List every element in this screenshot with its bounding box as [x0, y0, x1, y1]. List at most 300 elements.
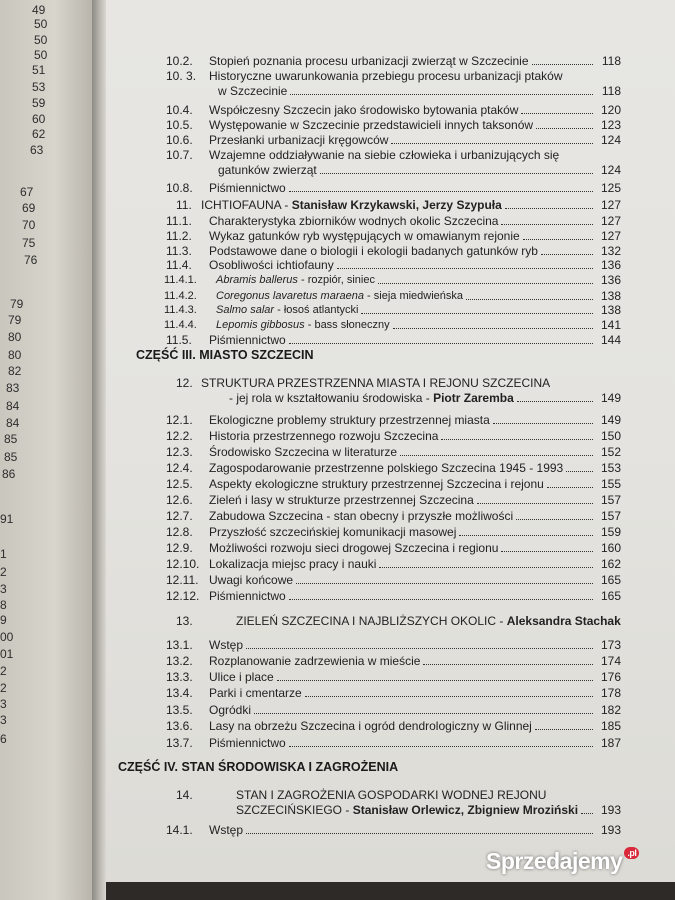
toc-title-text: Piśmiennictwo [209, 333, 286, 347]
toc-leader-dots [532, 54, 593, 65]
toc-entry [106, 273, 675, 288]
toc-title-text: Historyczne uwarunkowania przebiegu procesu urbanizacji ptaków [209, 69, 563, 83]
toc-page-number: 162 [600, 557, 621, 571]
toc-entry-title [209, 509, 513, 523]
facing-page-number: 2 [0, 565, 7, 579]
toc-latin-name: Salmo salar [216, 304, 275, 316]
toc-leader-dots [296, 573, 593, 584]
toc-title-text: Lokalizacja miejsc pracy i nauki [209, 557, 377, 571]
toc-title-text: Ekologiczne problemy struktury przestrzennej miasta [209, 413, 490, 427]
toc-entry-number: 12.7. [166, 509, 193, 523]
watermark-logo [486, 848, 639, 875]
toc-entry-number: 12. [176, 376, 193, 390]
toc-entry-title [209, 333, 286, 347]
toc-entry-title [216, 273, 375, 287]
toc-title-text: Wstęp [209, 638, 244, 652]
toc-page-number: 157 [600, 493, 621, 507]
toc-title-text: Przyszłość szczecińskiej komunikacji masowej [209, 525, 457, 539]
toc-title-text: Historia przestrzennego rozwoju Szczecina [209, 429, 439, 443]
facing-page-number: 69 [22, 201, 36, 215]
toc-entry-title [236, 614, 621, 628]
toc-leader-dots [289, 736, 593, 747]
toc-entry-number: 10.7. [166, 148, 193, 162]
toc-page-number: 157 [600, 509, 621, 523]
toc-leader-dots [361, 303, 593, 314]
toc-page-number: 124 [600, 163, 621, 177]
toc-page-number: 125 [600, 181, 621, 195]
toc-entry-number: 13.6. [166, 719, 193, 733]
facing-page-number: 60 [32, 112, 46, 126]
facing-page-number: 2 [0, 681, 7, 695]
toc-part-heading: CZĘŚĆ IV. STAN ŚRODOWISKA I ZAGROŻENIA [118, 760, 399, 774]
toc-title-text: Wstęp [209, 823, 244, 837]
toc-entry-title [209, 118, 533, 132]
toc-entry-title [209, 525, 456, 539]
toc-entry-number: 12.6. [166, 493, 193, 507]
toc-title-text: ZIELEŃ SZCZECINA I NAJBLIŻSZYCH OKOLIC - [236, 614, 507, 628]
toc-entry-number: 11.1. [166, 214, 192, 228]
toc-entry [106, 509, 675, 524]
toc-entry-number: 11.4.2. [164, 290, 197, 302]
toc-entry-number: 11.4. [166, 258, 192, 272]
toc-entry [106, 719, 675, 734]
toc-title-text: Wzajemne oddziaływanie na siebie człowieka i urbanizujących się [209, 148, 560, 162]
toc-entry [106, 214, 675, 229]
toc-page-number: 136 [600, 258, 621, 272]
toc-leader-dots [517, 391, 593, 402]
toc-leader-dots [393, 318, 593, 329]
toc-entry [106, 654, 675, 669]
toc-entry-title-continued [229, 391, 514, 405]
toc-page-number: 120 [600, 103, 621, 117]
toc-leader-dots [501, 214, 593, 225]
toc-entry-title [209, 557, 376, 571]
toc-title-text: Zieleń i lasy w strukturze przestrzennej Szczecina [209, 493, 474, 507]
toc-page-number: 176 [600, 670, 621, 684]
facing-page-number: 86 [2, 467, 16, 481]
toc-entry-title [236, 788, 546, 802]
toc-entry [106, 118, 675, 133]
toc-leader-dots [289, 589, 593, 600]
toc-title-text: Współczesny Szczecin jako środowisko bytowania ptaków [209, 103, 519, 117]
toc-entry-number: 10.5. [166, 118, 193, 132]
toc-entry-number: 12.3. [166, 445, 193, 459]
toc-page-number: 118 [601, 84, 621, 98]
toc-page-number: 185 [600, 719, 621, 733]
toc-entry-title-continued [218, 163, 317, 177]
toc-author: Stanisław Orlewicz, Zbigniew Mroziński [352, 803, 579, 817]
toc-leader-dots [246, 638, 593, 649]
toc-leader-dots [391, 133, 593, 144]
toc-entry [106, 461, 675, 476]
toc-title-text: Zagospodarowanie przestrzenne polskiego Szczecina 1945 - 1993 [209, 461, 564, 475]
toc-page-number: 118 [601, 54, 621, 68]
toc-author: Stanisław Krzykawski, Jerzy Szypuła [291, 198, 502, 212]
toc-page-number: 155 [600, 477, 621, 491]
toc-entry-title [209, 181, 286, 195]
toc-entry [106, 289, 675, 304]
toc-page-number: 174 [600, 654, 621, 668]
toc-title-text: SZCZECIŃSKIEGO - [236, 803, 353, 817]
toc-title-text: Występowanie w Szczecinie przedstawicieli innych taksonów [209, 118, 534, 132]
toc-leader-dots [516, 509, 593, 520]
toc-page-number: 127 [600, 198, 621, 212]
facing-page-number: 83 [6, 381, 20, 395]
toc-entry-title [209, 823, 243, 837]
facing-page-number: 67 [20, 185, 34, 199]
toc-leader-dots [441, 429, 593, 440]
book-gutter [92, 0, 106, 900]
toc-entry [106, 557, 675, 572]
toc-entry-title [209, 133, 388, 147]
toc-entry-number: 13. [176, 614, 193, 628]
toc-title-text: - jej rola w kształtowaniu środowiska - [229, 391, 434, 405]
facing-page-number: 63 [30, 143, 44, 157]
facing-page-number: 70 [22, 218, 36, 232]
toc-entry-number: 11.5. [166, 333, 192, 347]
toc-entry-title [216, 318, 390, 332]
facing-page-number: 80 [8, 348, 22, 362]
facing-page-number: 80 [8, 330, 22, 344]
toc-title-text: STRUKTURA PRZESTRZENNA MIASTA I REJONU SZCZECINA [201, 376, 551, 390]
toc-entry-title [209, 429, 438, 443]
toc-page-number: 149 [600, 413, 621, 427]
toc-entry [106, 703, 675, 718]
toc-leader-dots [477, 493, 593, 504]
toc-title-text: - bass słoneczny [304, 319, 390, 331]
toc-entry-number: 12.12. [166, 589, 200, 603]
toc-entry-title [209, 148, 559, 162]
facing-page-number: 01 [0, 647, 14, 661]
toc-title-text: Uwagi końcowe [209, 573, 294, 587]
facing-page-number: 79 [8, 313, 22, 327]
facing-page [0, 0, 92, 900]
toc-page-number: 138 [600, 289, 621, 303]
facing-page-number: 84 [6, 416, 20, 430]
toc-entry-number: 11.4.1. [164, 274, 197, 286]
toc-page-number: 187 [600, 736, 621, 750]
toc-entry [106, 589, 675, 604]
toc-title-text: Ogródki [209, 703, 252, 717]
toc-page-number: 165 [600, 573, 621, 587]
facing-page-number: 3 [0, 582, 7, 596]
toc-part-heading: CZĘŚĆ III. MIASTO SZCZECIN [136, 348, 314, 362]
toc-entry-title [209, 686, 302, 700]
toc-entry [106, 244, 675, 259]
toc-entry-title [209, 736, 286, 750]
toc-page-number: 178 [600, 686, 621, 700]
toc-entry-title [209, 541, 498, 555]
toc-entry-number: 10.4. [166, 103, 193, 117]
toc-page-number: 182 [600, 703, 621, 717]
toc-title-text: Wykaz gatunków ryb występujących w omawianym rejonie [209, 229, 520, 243]
toc-title-text: gatunków zwierząt [218, 163, 317, 177]
toc-entry [106, 258, 675, 273]
facing-page-number: 84 [6, 399, 20, 413]
toc-page-number: 152 [600, 445, 621, 459]
toc-entry-title [209, 477, 544, 491]
toc-page-number: 159 [600, 525, 621, 539]
toc-entry-title [209, 244, 538, 258]
toc-leader-dots [277, 670, 593, 681]
toc-entry-number: 13.4. [166, 686, 193, 700]
toc-title-text: Zabudowa Szczecina - stan obecny i przyszłe możliwości [209, 509, 514, 523]
toc-leader-dots [501, 541, 593, 552]
toc-entry-number: 10.2. [166, 54, 193, 68]
toc-leader-dots [254, 703, 593, 714]
toc-leader-dots [493, 413, 593, 424]
facing-page-number: 76 [24, 253, 38, 267]
toc-entry [106, 318, 675, 333]
toc-leader-dots [536, 118, 593, 129]
toc-entry-number: 14.1. [166, 823, 193, 837]
toc-entry-number: 12.10. [166, 557, 200, 571]
toc-leader-dots [505, 198, 593, 209]
toc-latin-name: Abramis ballerus [216, 274, 298, 286]
toc-entry [106, 525, 675, 540]
toc-leader-dots [379, 557, 593, 568]
toc-leader-dots [289, 333, 593, 344]
toc-entry-title [209, 445, 397, 459]
toc-entry-number: 12.11. [166, 573, 199, 587]
toc-author: Piotr Zaremba [433, 391, 514, 405]
facing-page-number: 9 [0, 613, 7, 627]
facing-page-number: 3 [0, 697, 7, 711]
toc-leader-dots [521, 103, 593, 114]
toc-entry-number: 10.8. [166, 181, 193, 195]
toc-title-text: Aspekty ekologiczne struktury przestrzennej Szczecina i rejonu [209, 477, 544, 491]
toc-entry-title [209, 229, 520, 243]
toc-title-text: Rozplanowanie zadrzewienia w mieście [209, 654, 421, 668]
toc-title-text: - rozpiór, siniec [297, 274, 375, 286]
toc-title-text: w Szczecinie [218, 84, 288, 98]
toc-leader-dots [523, 229, 593, 240]
toc-leader-dots [305, 686, 593, 697]
toc-entry-title [209, 703, 251, 717]
toc-entry [106, 788, 675, 818]
toc-entry-number: 13.1. [166, 638, 193, 652]
toc-page-number: 123 [600, 118, 621, 132]
toc-page-number: 138 [600, 303, 621, 317]
facing-page-number: 50 [34, 17, 48, 31]
toc-entry-title [209, 670, 274, 684]
toc-entry-number: 13.3. [166, 670, 193, 684]
toc-page [106, 0, 675, 882]
toc-leader-dots [566, 461, 593, 472]
toc-entry-number: 12.1. [166, 413, 193, 427]
toc-entry [106, 413, 675, 428]
toc-entry-number: 11.3. [166, 244, 192, 258]
toc-entry-title [209, 413, 490, 427]
toc-entry-title [209, 214, 498, 228]
toc-leader-dots [290, 84, 593, 95]
toc-entry-title-continued [218, 84, 287, 98]
toc-page-number: 160 [600, 541, 621, 555]
toc-entry-title [201, 376, 550, 390]
toc-leader-dots [459, 525, 593, 536]
toc-entry-title [201, 198, 502, 212]
toc-entry-number: 11.4.3. [164, 304, 197, 316]
toc-entry-number: 10.6. [166, 133, 193, 147]
toc-leader-dots [378, 273, 593, 284]
toc-entry-number: 13.5. [166, 703, 193, 717]
facing-page-number: 85 [4, 432, 18, 446]
toc-entry [106, 133, 675, 148]
toc-entry-number: 10. 3. [166, 69, 197, 83]
facing-page-number: 2 [0, 664, 7, 678]
toc-entry-number: 13.7. [166, 736, 193, 750]
toc-entry-number: 12.8. [166, 525, 193, 539]
toc-entry [106, 303, 675, 318]
toc-title-text: Piśmiennictwo [209, 736, 286, 750]
facing-page-number: 82 [8, 364, 22, 378]
facing-page-number: 3 [0, 713, 7, 727]
toc-entry [106, 69, 675, 99]
toc-entry [106, 573, 675, 588]
toc-entry-title-continued [236, 803, 578, 817]
toc-title-text: Charakterystyka zbiorników wodnych okolic Szczecina [209, 214, 499, 228]
toc-page-number: 132 [600, 244, 621, 258]
toc-entry-title [209, 638, 243, 652]
watermark-tld: .pl [624, 847, 639, 859]
toc-entry-title [209, 258, 334, 272]
toc-entry-number: 11.4.4. [164, 319, 197, 331]
toc-title-text: Lasy na obrzeżu Szczecina i ogród dendrologiczny w Glinnej [209, 719, 532, 733]
toc-title-text: Ulice i place [209, 670, 274, 684]
facing-page-number: 75 [22, 236, 36, 250]
facing-page-number: 6 [0, 732, 7, 746]
toc-entry [106, 333, 675, 348]
facing-page-number: 50 [34, 33, 48, 47]
toc-page-number: 141 [600, 318, 621, 332]
toc-page-number: 127 [600, 229, 621, 243]
facing-page-number: 85 [4, 450, 18, 464]
toc-entry [106, 181, 675, 196]
facing-page-number: 59 [32, 96, 46, 110]
toc-entry [106, 736, 675, 751]
toc-entry-title [209, 54, 529, 68]
toc-entry-title [209, 493, 474, 507]
toc-entry [106, 376, 675, 406]
toc-entry [106, 541, 675, 556]
toc-entry [106, 477, 675, 492]
toc-page-number: 193 [600, 823, 621, 837]
toc-page-number: 193 [600, 803, 621, 817]
toc-entry-title [209, 589, 286, 603]
toc-page-number: 149 [600, 391, 621, 405]
facing-page-number: 91 [0, 512, 14, 526]
toc-leader-dots [535, 719, 593, 730]
toc-latin-name: Lepomis gibbosus [216, 319, 305, 331]
toc-entry-title [209, 461, 563, 475]
toc-title-text: - łosoś atlantycki [274, 304, 359, 316]
toc-title-text: ICHTIOFAUNA - [201, 198, 292, 212]
toc-leader-dots [466, 289, 593, 300]
toc-author: Aleksandra Stachak [506, 614, 621, 628]
toc-page-number: 173 [600, 638, 621, 652]
facing-page-number: 8 [0, 598, 7, 612]
toc-entry-number: 12.4. [166, 461, 193, 475]
toc-leader-dots [581, 803, 593, 814]
facing-page-number: 49 [32, 3, 46, 17]
toc-title-text: - sieja miedwieńska [363, 290, 464, 302]
toc-entry [106, 198, 675, 213]
toc-title-text: Środowisko Szczecina w literaturze [209, 445, 398, 459]
toc-entry-number: 12.5. [166, 477, 193, 491]
toc-page-number: 150 [600, 429, 621, 443]
toc-leader-dots [337, 258, 593, 269]
toc-leader-dots [320, 163, 593, 174]
toc-entry-title [216, 303, 358, 317]
toc-leader-dots [423, 654, 593, 665]
toc-page-number: 136 [600, 273, 621, 287]
toc-latin-name: Coregonus lavaretus maraena [216, 290, 364, 302]
facing-page-number: 62 [32, 127, 46, 141]
toc-title-text: Parki i cmentarze [209, 686, 302, 700]
toc-entry-number: 11.2. [166, 229, 192, 243]
toc-title-text: STAN I ZAGROŻENIA GOSPODARKI WODNEJ REJONU [236, 788, 547, 802]
toc-page-number: 124 [600, 133, 621, 147]
toc-entry-number: 12.9. [166, 541, 193, 555]
toc-page-number: 144 [600, 333, 621, 347]
toc-page-number: 165 [600, 589, 621, 603]
toc-leader-dots [246, 823, 593, 834]
toc-entry-number: 11. [176, 198, 192, 212]
toc-entry-title [209, 103, 518, 117]
facing-page-number: 51 [32, 63, 46, 77]
facing-page-number: 53 [32, 80, 46, 94]
toc-entry-title [209, 654, 420, 668]
toc-entry-number: 14. [176, 788, 193, 802]
toc-entry [106, 103, 675, 118]
toc-entry [106, 229, 675, 244]
watermark-text: Sprzedajemy [486, 848, 623, 874]
page-bottom-edge [106, 882, 675, 900]
toc-entry [106, 445, 675, 460]
facing-page-number: 1 [0, 547, 7, 561]
toc-entry [106, 429, 675, 444]
toc-entry [106, 638, 675, 653]
toc-page-number: 153 [600, 461, 621, 475]
toc-entry-title [209, 573, 293, 587]
toc-entry [106, 823, 675, 838]
toc-entry-number: 13.2. [166, 654, 193, 668]
toc-title-text: Piśmiennictwo [209, 589, 286, 603]
toc-entry [106, 148, 675, 178]
toc-leader-dots [400, 445, 593, 456]
toc-title-text: Stopień poznania procesu urbanizacji zwierząt w Szczecinie [209, 54, 529, 68]
toc-title-text: Piśmiennictwo [209, 181, 286, 195]
toc-leader-dots [547, 477, 593, 488]
toc-leader-dots [541, 244, 593, 255]
toc-leader-dots [289, 181, 593, 192]
facing-page-number: 50 [34, 48, 48, 62]
toc-entry [106, 614, 675, 629]
toc-entry [106, 54, 675, 69]
toc-page-number: 127 [600, 214, 621, 228]
toc-entry [106, 670, 675, 685]
toc-entry [106, 493, 675, 508]
facing-page-number: 79 [10, 297, 24, 311]
toc-entry-title [209, 719, 532, 733]
toc-entry-title [209, 69, 563, 83]
toc-title-text: Podstawowe dane o biologii i ekologii badanych gatunków ryb [209, 244, 538, 258]
toc-title-text: Przesłanki urbanizacji kręgowców [209, 133, 389, 147]
toc-title-text: Możliwości rozwoju sieci drogowej Szczecina i regionu [209, 541, 499, 555]
toc-entry [106, 686, 675, 701]
toc-entry-number: 12.2. [166, 429, 193, 443]
facing-page-number: 00 [0, 630, 14, 644]
